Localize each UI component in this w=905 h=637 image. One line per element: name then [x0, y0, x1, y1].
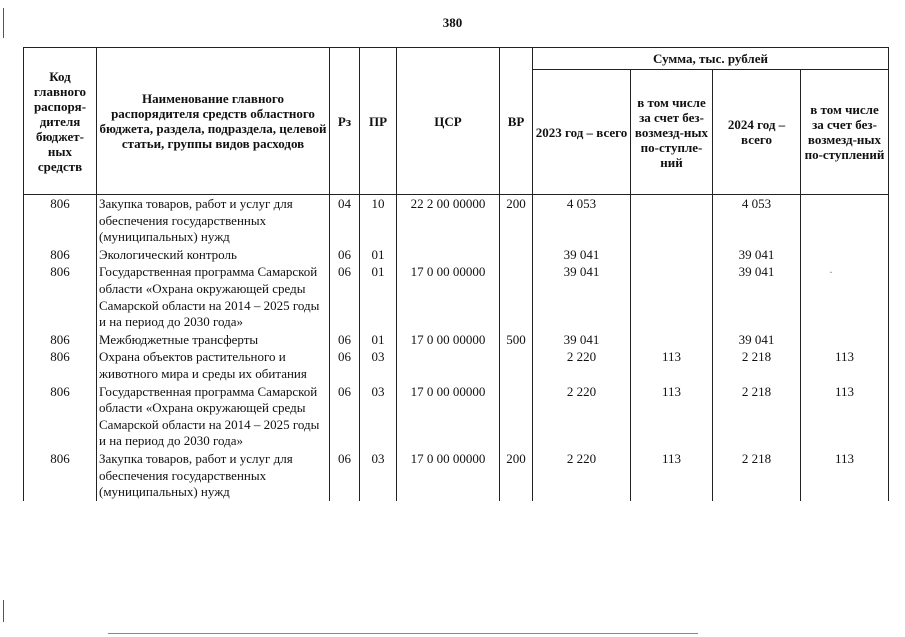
cell-name: Межбюджетные трансферты: [97, 331, 330, 349]
col-header-rz: Рз: [330, 48, 360, 195]
table-row: [24, 246, 889, 264]
cell-2023-free: [631, 263, 713, 330]
cell-csr: 17 0 00 00000: [397, 331, 500, 349]
col-header-2023-total: 2023 год – всего: [533, 70, 631, 195]
cell-2023-total: 2 220: [533, 383, 631, 450]
cell-code: 806: [24, 195, 97, 246]
scan-speck: ·: [829, 265, 833, 279]
cell-rz: 06: [330, 450, 360, 501]
table-row: [24, 383, 889, 450]
cell-code: 806: [24, 348, 97, 382]
cell-2023-total: 2 220: [533, 348, 631, 382]
cell-pr: 03: [360, 348, 397, 382]
cell-2023-total: 2 220: [533, 450, 631, 501]
cell-2023-free: 113: [631, 383, 713, 450]
table-row: [24, 450, 889, 501]
cell-2023-total: 39 041: [533, 246, 631, 264]
col-header-2024-total: 2024 год – всего: [713, 70, 801, 195]
table-row: [24, 331, 889, 349]
cell-vr: 200: [500, 195, 533, 246]
cell-2024-total: 2 218: [713, 348, 801, 382]
cell-2024-free: 113: [801, 383, 889, 450]
cell-2023-free: 113: [631, 450, 713, 501]
cell-2023-total: 39 041: [533, 263, 631, 330]
cell-csr: [397, 348, 500, 382]
cell-2023-total: 4 053: [533, 195, 631, 246]
cell-code: 806: [24, 383, 97, 450]
cell-pr: 01: [360, 331, 397, 349]
cell-csr: 17 0 00 00000: [397, 263, 500, 330]
cell-rz: 06: [330, 246, 360, 264]
col-header-name: Наименование главного распорядителя средств областного бюджета, раздела, подраздела, целевой статьи, группы видов расходов: [97, 48, 330, 195]
cell-vr: [500, 348, 533, 382]
cell-rz: 06: [330, 383, 360, 450]
cell-csr: 17 0 00 00000: [397, 450, 500, 501]
cell-name: Закупка товаров, работ и услуг для обеспечения государственных (муниципальных) нужд: [97, 195, 330, 246]
cell-pr: 01: [360, 263, 397, 330]
cell-rz: 06: [330, 331, 360, 349]
cell-name: Закупка товаров, работ и услуг для обеспечения государственных (муниципальных) нужд: [97, 450, 330, 501]
col-header-2024-free: в том числе за счет без-возмезд-ных по-ступлений: [801, 70, 889, 195]
cell-vr: 200: [500, 450, 533, 501]
cell-2023-free: [631, 331, 713, 349]
table-row: [24, 263, 889, 330]
cell-vr: [500, 383, 533, 450]
cell-pr: 01: [360, 246, 397, 264]
cell-code: 806: [24, 450, 97, 501]
cell-2024-free: 113: [801, 348, 889, 382]
cell-2024-total: 39 041: [713, 331, 801, 349]
cell-2024-free: [801, 331, 889, 349]
cell-pr: 03: [360, 383, 397, 450]
cell-pr: 03: [360, 450, 397, 501]
col-header-csr: ЦСР: [397, 48, 500, 195]
cell-2024-total: 4 053: [713, 195, 801, 246]
scan-edge-mark: [3, 8, 4, 38]
cell-rz: 06: [330, 348, 360, 382]
cell-rz: 04: [330, 195, 360, 246]
col-header-pr: ПР: [360, 48, 397, 195]
col-header-2023-free: в том числе за счет без-возмезд-ных по-ступле-ний: [631, 70, 713, 195]
cell-2024-free: 113: [801, 450, 889, 501]
cell-vr: 500: [500, 331, 533, 349]
cell-2023-free: 113: [631, 348, 713, 382]
cell-csr: 22 2 00 00000: [397, 195, 500, 246]
table-row: [24, 348, 889, 382]
cell-vr: [500, 263, 533, 330]
budget-table: [23, 47, 889, 501]
cell-rz: 06: [330, 263, 360, 330]
col-header-vr: ВР: [500, 48, 533, 195]
cell-vr: [500, 246, 533, 264]
cell-pr: 10: [360, 195, 397, 246]
cell-name: Охрана объектов растительного и животного мира и среды их обитания: [97, 348, 330, 382]
scan-edge-mark: [3, 600, 4, 622]
cell-2024-free: [801, 195, 889, 246]
cell-2024-total: 2 218: [713, 450, 801, 501]
col-header-sum-group: Сумма, тыс. рублей: [533, 48, 889, 70]
page-bottom-rule: [108, 633, 698, 634]
cell-2023-free: [631, 246, 713, 264]
cell-name: Государственная программа Самарской области «Охрана окружающей среды Самарской области на 2014 – 2025 годы и на период до 2030 года»: [97, 263, 330, 330]
cell-name: Государственная программа Самарской области «Охрана окружающей среды Самарской области на 2014 – 2025 годы и на период до 2030 года»: [97, 383, 330, 450]
cell-csr: [397, 246, 500, 264]
cell-2024-total: 2 218: [713, 383, 801, 450]
cell-2024-free: [801, 246, 889, 264]
cell-code: 806: [24, 246, 97, 264]
cell-2024-total: 39 041: [713, 263, 801, 330]
cell-2024-total: 39 041: [713, 246, 801, 264]
cell-2023-free: [631, 195, 713, 246]
cell-code: 806: [24, 331, 97, 349]
cell-2024-free: [801, 263, 889, 330]
header-row: [24, 48, 889, 70]
page-number: 380: [442, 15, 463, 30]
col-header-code: Код главного распоря-дителя бюджет-ных средств: [24, 48, 97, 195]
cell-csr: 17 0 00 00000: [397, 383, 500, 450]
cell-name: Экологический контроль: [97, 246, 330, 264]
cell-2023-total: 39 041: [533, 331, 631, 349]
cell-code: 806: [24, 263, 97, 330]
table-row: [24, 195, 889, 246]
